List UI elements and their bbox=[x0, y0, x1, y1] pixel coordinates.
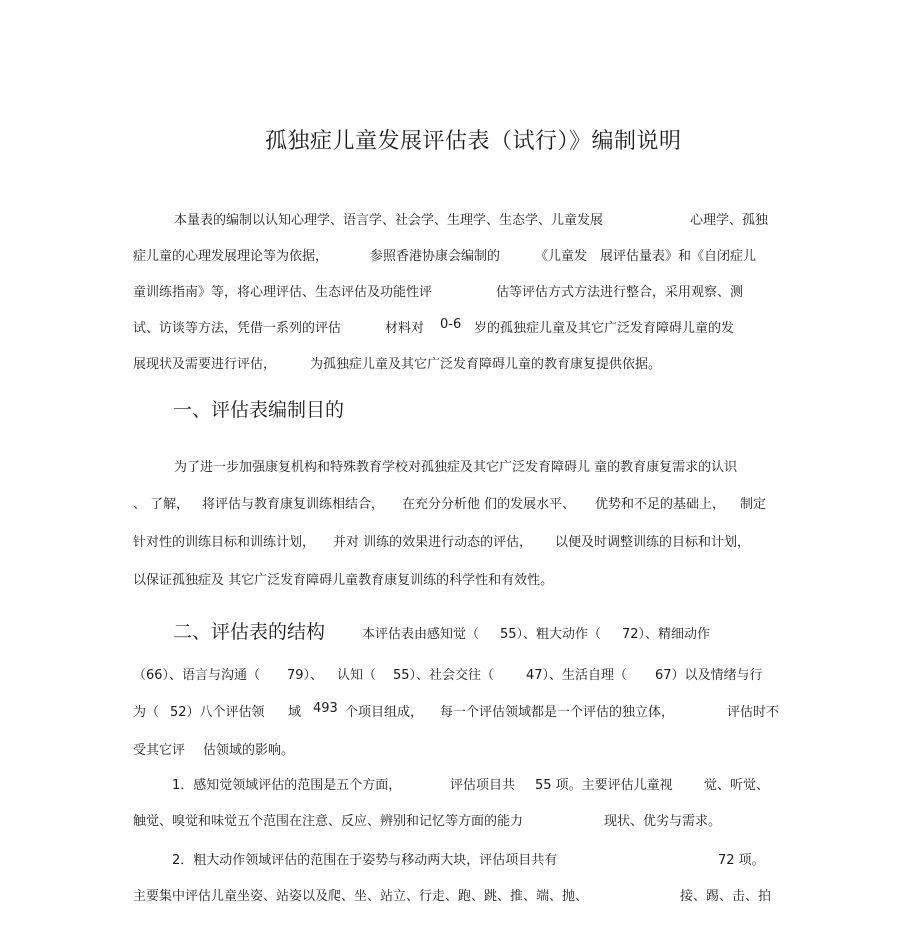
document-title: 孤独症儿童发展评估表（试行）》编制说明 bbox=[265, 129, 682, 154]
section-1-text: 并对 训练的效果进行动态的评估， bbox=[333, 535, 533, 550]
section-2-heading: 二、评估表的结构 bbox=[173, 621, 326, 643]
section-2-text: 本评估表由感知觉（ bbox=[362, 627, 480, 642]
section-2-text: 72）、精细动作 bbox=[622, 627, 711, 642]
section-2-text: 79）、 bbox=[287, 668, 324, 683]
item-1-text: 觉、听觉、 bbox=[704, 778, 770, 793]
section-2-text: 55）、粗大动作（ bbox=[500, 627, 602, 642]
section-1-text: 针对性的训练目标和训练计划， bbox=[133, 535, 316, 550]
item-1-text: 55 项。主要评估儿童视 bbox=[535, 778, 673, 793]
intro-text: 估等评估方式方法进行整合，采用观察、测 bbox=[496, 285, 744, 300]
item-1-text: 评估项目共 bbox=[450, 778, 516, 793]
item-1-text: 1．感知觉领域评估的范围是五个方面， bbox=[172, 778, 402, 793]
section-2-text: 493 bbox=[313, 701, 338, 716]
section-2-text: 47）、生活自理（ bbox=[526, 668, 628, 683]
intro-text: 0-6 bbox=[440, 317, 462, 332]
section-2-text: 个项目组成， bbox=[345, 705, 424, 720]
intro-text: 症儿童的心理发展理论等为依据， bbox=[133, 249, 329, 264]
section-1-text: 以便及时调整训练的目标和计划， bbox=[555, 535, 751, 550]
intro-text: 岁的孤独症儿童及其它广泛发育障碍儿童的发 bbox=[474, 321, 735, 336]
section-2-text: 域 bbox=[288, 705, 302, 720]
section-2-text: 每一个评估领域都是一个评估的独立体， bbox=[440, 705, 675, 720]
section-1-text: 以保证孤独症及 其它广泛发育障碍儿童教育康复训练的科学性和有效性。 bbox=[133, 573, 554, 588]
item-1-text: 现状、优劣与需求。 bbox=[604, 814, 722, 829]
section-2-text: 52）八个评估领 bbox=[170, 705, 265, 720]
intro-text: 《儿童发 展评估量表》和《自闭症儿 bbox=[535, 249, 757, 264]
intro-text: 试、访谈等方法，凭借一系列的评估 bbox=[133, 321, 342, 336]
intro-text: 展现状及需要进行评估， bbox=[133, 357, 277, 372]
item-2-text: 主要集中评估儿童坐姿、站姿以及爬、坐、站立、行走、跑、跳、推、端、抛、 bbox=[133, 889, 589, 904]
section-1-heading: 一、评估表编制目的 bbox=[173, 399, 345, 421]
intro-text: 材料对 bbox=[385, 321, 425, 336]
item-2-text: 2．粗大动作领域评估的范围在于姿势与移动两大块，评估项目共有 bbox=[172, 853, 558, 868]
item-1-text: 触觉、嗅觉和味觉五个范围在注意、反应、辨别和记忆等方面的能力 bbox=[133, 814, 524, 829]
section-1-text: 制定 bbox=[740, 497, 767, 512]
section-1-text: 在充分分析他 们的发展水平、 bbox=[402, 497, 576, 512]
intro-text: 为孤独症儿童及其它广泛发育障碍儿童的教育康复提供依据。 bbox=[310, 357, 662, 372]
section-1-text: 、 了解， bbox=[133, 497, 190, 512]
intro-text: 心理学、孤独 bbox=[690, 213, 769, 228]
intro-text: 童训练指南》等，将心理评估、生态评估及功能性评 bbox=[133, 285, 433, 300]
section-2-text: 估领域的影响。 bbox=[203, 743, 295, 758]
item-2-text: 72 项。 bbox=[718, 853, 765, 868]
section-1-text: 将评估与教育康复训练相结合， bbox=[202, 497, 385, 512]
section-1-text: 优势和不足的基础上， bbox=[595, 497, 726, 512]
section-1-text: 为了进一步加强康复机构和特殊教育学校对孤独症及其它广泛发育障碍儿 童的教育康复需求的认识 bbox=[174, 460, 738, 475]
section-2-text: 55）、社会交往（ bbox=[393, 668, 495, 683]
section-2-text: 67）以及情绪与行 bbox=[655, 668, 763, 683]
item-2-text: 接、踢、击、拍 bbox=[680, 889, 772, 904]
section-2-text: 为（ bbox=[133, 705, 160, 720]
section-2-text: （66）、语言与沟通（ bbox=[133, 668, 261, 683]
intro-text: 本量表的编制以认知心理学、语言学、社会学、生理学、生态学、儿童发展 bbox=[174, 213, 604, 228]
section-2-text: 受其它评 bbox=[133, 743, 186, 758]
section-2-text: 认知（ bbox=[337, 668, 377, 683]
section-2-text: 评估时不 bbox=[727, 705, 780, 720]
intro-text: 参照香港协康会编制的 bbox=[370, 249, 501, 264]
